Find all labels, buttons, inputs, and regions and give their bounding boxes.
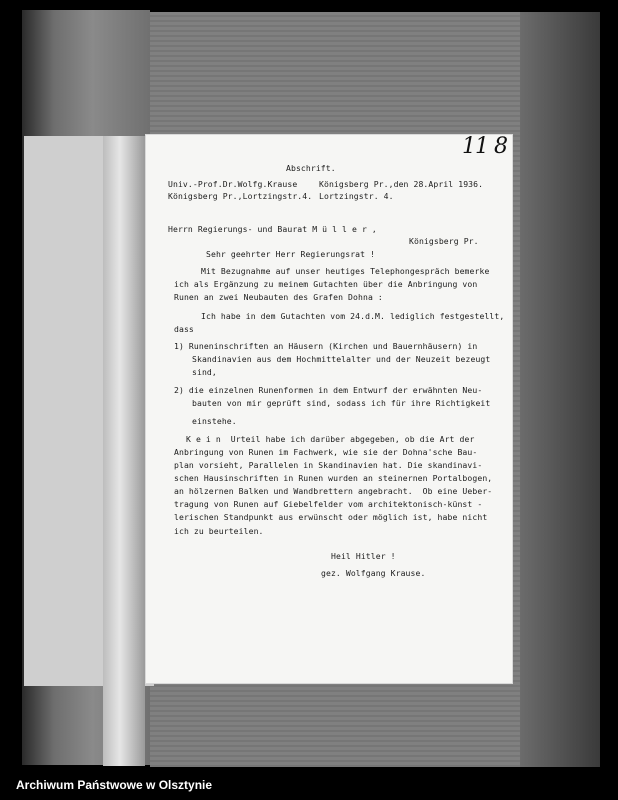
body-line: 1) Runeninschriften an Häusern (Kirchen und Bauernhäusern) in — [174, 341, 478, 351]
letter-page — [146, 135, 512, 683]
letter-text — [146, 135, 512, 683]
body-line: schen Hausinschriften in Runen wurden an steinernen Portalbogen, — [174, 473, 493, 483]
body-line: dass — [174, 324, 194, 334]
sender-name: Univ.-Prof.Dr.Wolfg.Krause — [168, 179, 298, 189]
body-line: lerischen Standpunkt aus erwünscht oder möglich ist, habe nicht — [174, 512, 488, 522]
signature: gez. Wolfgang Krause. — [321, 568, 426, 578]
body-line: tragung von Runen auf Giebelfelder vom architektonisch-künst - — [174, 499, 483, 509]
body-line: 2) die einzelnen Runenformen in dem Entwurf der erwähnten Neu- — [174, 385, 483, 395]
body-line: an hölzernen Balken und Wandbrettern angebracht. Ob eine Ueber- — [174, 486, 493, 496]
body-line: Ich habe in dem Gutachten vom 24.d.M. lediglich festgestellt, — [201, 311, 505, 321]
date-line: Königsberg Pr.,den 28.April 1936. — [319, 179, 484, 189]
folded-edge — [103, 136, 145, 766]
body-line: K e i n Urteil habe ich darüber abgegeben, ob die Art der — [186, 434, 475, 444]
body-line: einstehe. — [192, 416, 237, 426]
body-line: ich als Ergänzung zu meinem Gutachten über die Anbringung von — [174, 279, 478, 289]
recipient-city: Königsberg Pr. — [409, 236, 479, 246]
body-line: sind, — [192, 367, 217, 377]
recipient-name: Herrn Regierungs- und Baurat M ü l l e r , — [168, 224, 377, 234]
body-line: Runen an zwei Neubauten des Grafen Dohna : — [174, 292, 383, 302]
body-line: Skandinavien aus dem Hochmittelalter und der Neuzeit bezeugt — [192, 354, 491, 364]
date-address: Lortzingstr. 4. — [319, 191, 394, 201]
scanner-mat-right — [520, 12, 600, 767]
folio-number: 11 8 — [462, 134, 507, 159]
document-heading: Abschrift. — [286, 163, 336, 173]
salutation: Sehr geehrter Herr Regierungsrat ! — [206, 249, 376, 259]
closing: Heil Hitler ! — [331, 551, 396, 561]
sender-address: Königsberg Pr.,Lortzingstr.4. — [168, 191, 313, 201]
body-line: bauten von mir geprüft sind, sodass ich für ihre Richtigkeit — [192, 398, 491, 408]
body-line: Anbringung von Runen im Fachwerk, wie sie der Dohna'sche Bau- — [174, 447, 478, 457]
archive-footer-label: Archiwum Państwowe w Olsztynie — [16, 778, 213, 792]
body-line: plan vorsieht, Parallelen in Skandinavien hat. Die skandinavi- — [174, 460, 483, 470]
body-line: ich zu beurteilen. — [174, 526, 264, 536]
body-line: Mit Bezugnahme auf unser heutiges Telephongespräch bemerke — [201, 266, 490, 276]
